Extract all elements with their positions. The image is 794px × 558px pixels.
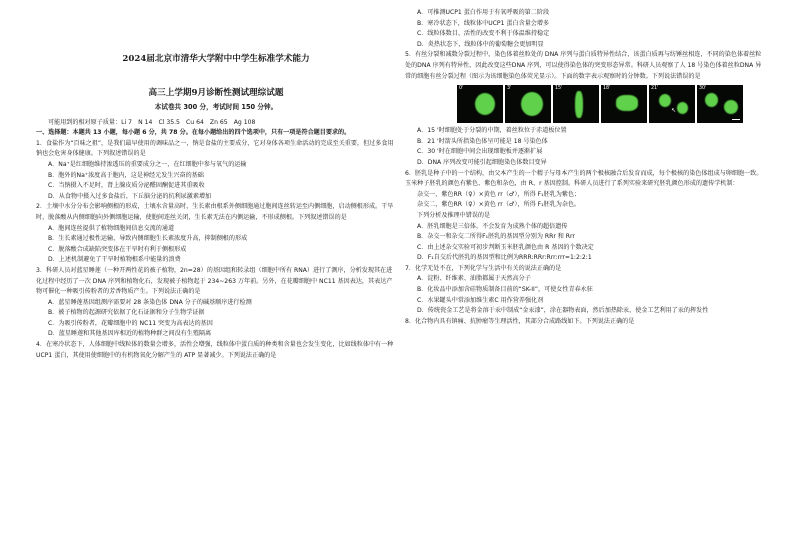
- option-a: A．蓝星睡莲基因组测序需要对 28 条染色体 DNA 分子的碱基顺序进行检测: [48, 298, 252, 306]
- question-stem: 6．胚乳是种子中的一个结构，由父本产生的一个精子与母本产生的两个极核融合后发育而成，每个极核的染色体组成与卵细胞一致。玉米种子胚乳的颜色有紫色、紫色和杂色，由 R、r 基因控制。科研人员进行了系列实验来研究胚乳颜色形成的遗传学机制：: [405, 169, 763, 188]
- question-stem: 8．化合物内具有镇痛、抗肿瘤等生理活性，其部分合成路线如下。下列说法正确的是: [405, 317, 635, 325]
- option-d: D．F₁自交后代胚乳的基因型和比例为RRR:RRr:Rrr:rrr=1:2:2:1: [417, 254, 592, 262]
- option-d: D．DNA 序列改变可能引起细胞染色体数目变异: [417, 158, 547, 166]
- panel-time-label: 0': [459, 86, 464, 92]
- panel-time-label: 15': [555, 86, 563, 92]
- section-heading: 一、选择题：本题共 13 小题，每小题 6 分，共 78 分。在每小题给出的四个选项中，只有一项是符合题目要求的。: [36, 129, 351, 137]
- option-c: C．当钠摄入不足时，肾上腺皮质分泌醛固酮促进其重吸收: [48, 182, 205, 190]
- question-4-options: [405, 8, 767, 50]
- question-4: [36, 340, 396, 361]
- option-c: C．为吸引传粉者，花瓣细胞中的 NC11 突变为高表达的基因: [48, 319, 213, 327]
- option-a: A．15 '时细胞处于分裂的中期，着丝粒位于赤道板位置: [417, 127, 567, 135]
- option-c: C．脱落酸合成缺陷突变体在干旱时有利于侧根形成: [48, 245, 187, 253]
- option-c: C．30 '时在细胞中间会出现细胞板并逐渐扩展: [417, 148, 543, 156]
- micrograph-panel: [553, 85, 599, 123]
- exam-title-line2: 高三上学期9月诊断性测试理综试题: [148, 88, 284, 98]
- question-stem: 4．在寒冷状态下，人体细胞中线粒体的数量会增多，活性会增强，线粒体中蛋白质的种类和含量也会发生变化，比如线粒体中有一种 UCP1 蛋白，其使用使细胞中的有机物氧化分解产生的 ATP 显著减少。下列说法正确的是: [36, 341, 394, 359]
- option-a: A．胚乳细胞是三倍体，不会发育为成熟个体的超倍遗传: [417, 222, 568, 230]
- option-c: C．线粒体数目、活性的改变不利于体温维持稳定: [417, 30, 550, 38]
- option-b: B．胞外的Na⁺浓度高于胞内，这是神经元发生兴奋的基础: [48, 171, 204, 179]
- question-stem: 3．科研人员对蓝星睡莲（一种开两性花的被子植物，2n=28）的基因组和转录组（细胞中所有 RNA）进行了测序，分析发现其在进化过程中经历了一次 DNA 序列和植物化石，发现被子植物起于 234~263 万年前。另外，在花瓣细胞中 NC11 基因表达，其表达产物可催化一种吸引传粉者的芳香物质产生。下列说法正确的是: [36, 266, 393, 296]
- micrograph-panel: [649, 85, 695, 123]
- cross-one: 杂交一，紫色RR（♀）×黄色 rr（♂），所得 F₁胚乳为紫色；: [417, 190, 581, 198]
- option-a: A．胞间连丝提供了植物细胞间信息交流的通道: [48, 224, 175, 232]
- option-d: D．从食物中摄入过多食盐后，下丘脑分泌的抗利尿激素增加: [48, 192, 212, 200]
- question-5: [405, 50, 767, 168]
- question-2: [36, 202, 396, 266]
- panel-time-label: 30': [699, 86, 707, 92]
- question-1: [36, 139, 396, 203]
- question-8: [405, 317, 767, 328]
- option-a: A．可推测UCP1 蛋白作用于有氧呼吸的第二阶段: [417, 9, 550, 16]
- micrograph-panel: [505, 85, 551, 123]
- question-7: [405, 264, 767, 317]
- question-stem: 2．土壤中水分分布会影响侧根的形成，土壤水含量高时，生长素由根系外侧细胞通过胞间连丝转运至内侧细胞，启动侧根形成。干旱时，脱落酸从内侧细胞向外侧细胞运输，使胞间连丝关闭，生长素无法在内侧运输，不形成侧根。下列叙述错误的是: [36, 203, 394, 221]
- question-stem: 5．有丝分裂和减数分裂过程中，染色体着丝粒处的 DNA 序列与蛋白质特异性结合，该蛋白质再与纺锤丝相连，不同的染色体着丝粒处的DNA 序列有特异性，因此改变这些DNA 序列，可以使得染色体的突变形态异常。科研人员观察了人 18 号染色体着丝粒DNA 异常的细胞有丝分裂过程（图示为该细胞染色体荧光显示）。下面的数字表示观察时的分钟数。下列说法错误的是: [405, 51, 762, 80]
- right-column: [405, 8, 767, 327]
- option-c: C．由上述杂交实验可初步判断玉米胚乳颜色由 R 基因的个数决定: [417, 243, 594, 251]
- option-b: B．被子植物的起源研究依据了化石证据和分子生物学证据: [48, 309, 205, 317]
- scale-bar: [732, 119, 740, 120]
- option-a: A．Na⁺是红细胞维持渗透压的重要成分之一，在红细胞中参与氧气的运输: [48, 160, 247, 168]
- option-a: A．淀粉、纤维素、油脂都属于天然高分子: [417, 275, 531, 283]
- option-c: C．水果罐头中常添加维生素C 用作营养强化剂: [417, 296, 544, 304]
- option-b: B．杂交一和杂交二所得F₁胚乳的基因型分别为 RRr 和 Rrr: [417, 233, 575, 241]
- micrograph-panel: [457, 85, 503, 123]
- question-6: [405, 169, 767, 264]
- panel-time-label: 3': [507, 86, 512, 92]
- question-3: [36, 266, 396, 340]
- left-column: [36, 8, 396, 361]
- question-stem: 7．化学无处不在，下列化学与生活中有关的说法正确的是: [405, 264, 562, 272]
- option-b: B．寒冷状态下，线粒体中UCP1 蛋白含量会增多: [417, 19, 550, 27]
- panel-time-label: 21': [651, 86, 659, 92]
- score-line: 本试卷共 300 分，考试时间 150 分钟。: [154, 103, 278, 111]
- option-b: B．化妆品中添加含硅物质制备目前的“SK-II”，可使女性青春永驻: [417, 286, 593, 294]
- option-d: D．蓝星睡莲和其他基因库相近的植物种群之间没有生殖隔离: [48, 330, 212, 338]
- cross-two: 杂交二，紫色RR（♀）×黄色 rr（♂），所得 F₁胚乳为杂色。: [417, 201, 581, 209]
- question-stem: 1．食盐作为“百味之祖”，是我们最早使用的调味品之一，钠是食盐的主要成分，它对身体各项生命活动的完成至关重要，但过多食用钠也会危害身体健康。下列叙述错误的是: [36, 139, 394, 158]
- arrow-icon: ↖: [671, 107, 677, 115]
- atomic-masses: 可能用到的相对原子质量：Li 7 N 14 Cl 35.5 Cu 64 Zn 65 Ag 108: [48, 118, 256, 126]
- option-d: D．上述机制避免了干旱时植物根系中能量的浪费: [48, 256, 181, 264]
- fluorescence-image-strip: [457, 85, 743, 123]
- question-prompt: 下列分析及推理中错误的是: [417, 211, 491, 219]
- option-b: B．生长素通过极性运输，导致内侧细胞生长素浓度升高，抑制侧根的形成: [48, 235, 248, 243]
- micrograph-panel: [697, 85, 743, 123]
- exam-title-line1: 2024届北京市清华大学附中中学生标准学术能力: [122, 54, 310, 64]
- micrograph-panel: [601, 85, 647, 123]
- panel-time-label: 18': [603, 86, 611, 92]
- option-d: D．传统瓷金工艺是将金溶于汞中制成“金汞漆”，涂在器物表面，然后加热除汞，使金工艺利用了汞的挥发性: [417, 307, 709, 315]
- option-b: B．21 '时箭头所指染色体呈可能是 18 号染色体: [417, 137, 548, 145]
- option-d: D．炎热状态下，线粒体中的葡萄糖会更加明显: [417, 40, 544, 48]
